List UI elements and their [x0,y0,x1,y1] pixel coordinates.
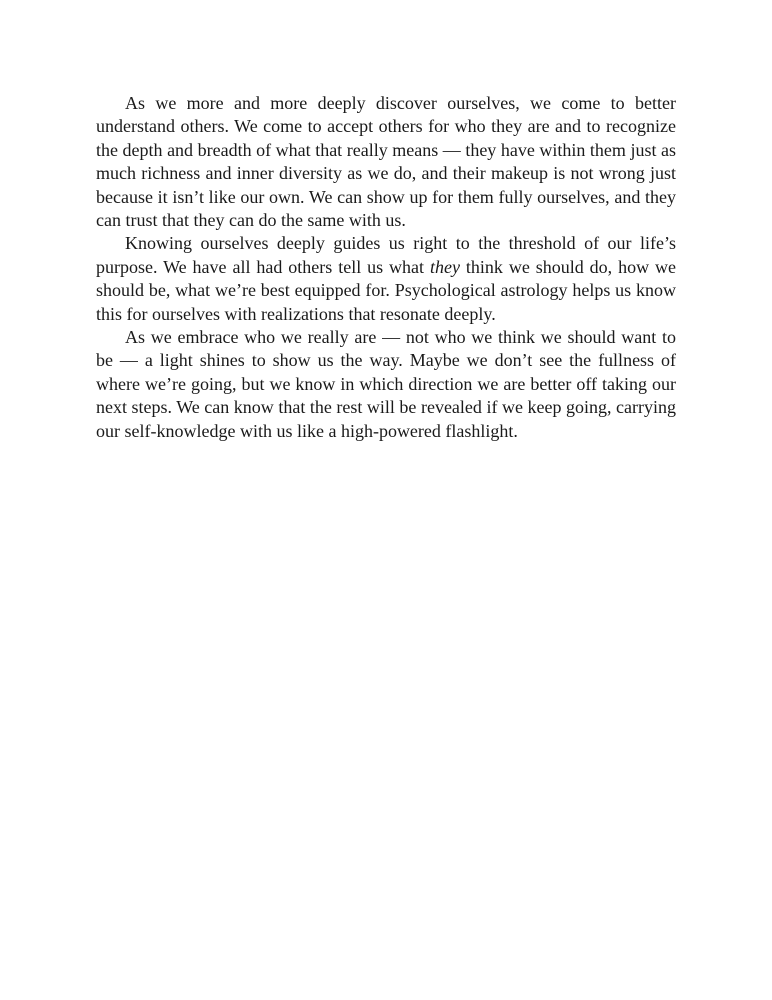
paragraph-3: As we embrace who we really are — not who we think we should want to be — a light shines to show us the way. Maybe we don’t see the fullness of where we’re going, but we know in which direction we are better off taking our next steps. We can know that the rest will be revealed if we keep going, carrying our self-knowledge with us like a high-powered flashlight. [96,327,676,441]
document-body [96,92,676,443]
paragraph-2-text-end: think we should do, how we should be, what we’re best equipped for. Psychological astrology helps us know this for ourselves with realizations that resonate deeply. [96,256,677,324]
paragraph-2 [96,232,676,326]
paragraph-2-italic-word: they [429,256,460,277]
paragraph-1: As we more and more deeply discover ourselves, we come to better understand others. We come to accept others for who they are and to recognize the depth and breadth of what that really means — they have within them just as much richness and inner diversity as we do, and their makeup is not wrong just because it isn’t like our own. We can show up for them fully ourselves, and they can trust that they can do the same with us. [96,93,676,231]
paragraph-2-text-start: Knowing ourselves deeply guides us right to the threshold of our life’s purpose. We have all had others tell us what [96,233,676,277]
